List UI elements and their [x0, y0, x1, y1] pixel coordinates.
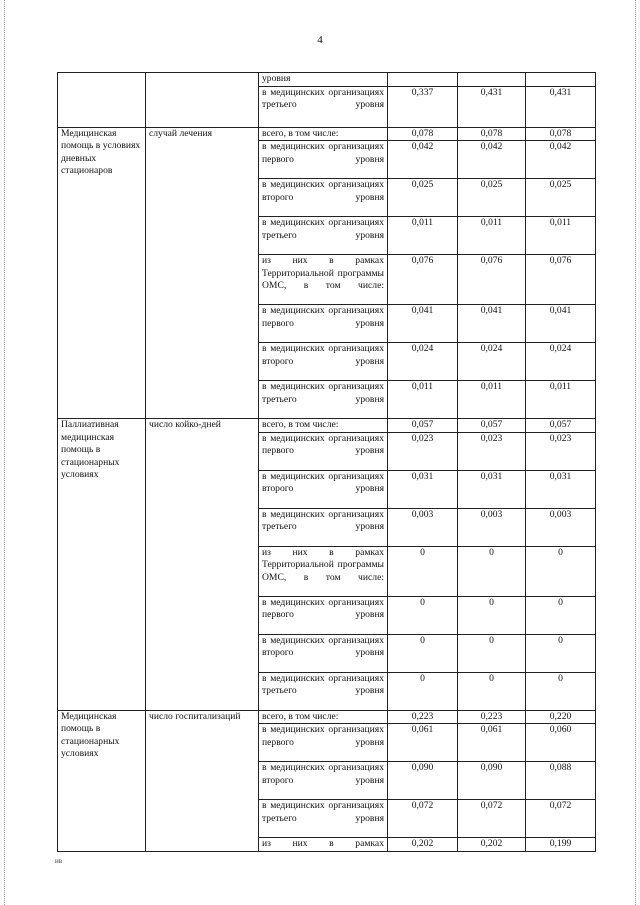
value-cell: 0,072 [388, 800, 458, 838]
value-cell: 0,011 [526, 381, 596, 419]
row-label: из них в рамках [259, 838, 388, 852]
row-label: в медицинских организациях второго уровня [259, 470, 388, 508]
value-cell: 0,042 [458, 141, 526, 179]
value-cell: 0 [526, 546, 596, 596]
value-cell: 0,076 [526, 255, 596, 305]
value-cell: 0,088 [526, 762, 596, 800]
category-cell: Медицинская помощь в условиях дневных стационаров [58, 127, 146, 419]
row-label: всего, в том числе: [259, 127, 388, 141]
row-label: в медицинских организациях третьего уровня [259, 86, 388, 127]
value-cell: 0,003 [388, 508, 458, 546]
value-cell: 0,042 [526, 141, 596, 179]
value-cell: 0,078 [526, 127, 596, 141]
row-label: в медицинских организациях второго уровня [259, 343, 388, 381]
value-cell: 0,025 [458, 179, 526, 217]
value-cell: 0,011 [458, 217, 526, 255]
row-label: всего, в том числе: [259, 419, 388, 433]
value-cell: 0,060 [526, 724, 596, 762]
value-cell: 0 [388, 546, 458, 596]
scan-edge-left [4, 0, 6, 905]
value-cell: 0,025 [388, 179, 458, 217]
value-cell: 0,024 [526, 343, 596, 381]
row-label: в медицинских организациях первого уровня [259, 141, 388, 179]
value-cell: 0,042 [388, 141, 458, 179]
indicators-table [57, 72, 596, 852]
row-label: в медицинских организациях первого уровня [259, 724, 388, 762]
value-cell: 0,031 [388, 470, 458, 508]
value-cell: 0,023 [526, 432, 596, 470]
row-label: в медицинских организациях первого уровня [259, 432, 388, 470]
value-cell: 0 [526, 596, 596, 634]
table-row [58, 419, 596, 433]
category-cell [58, 73, 146, 128]
value-cell: 0,202 [458, 838, 526, 852]
value-cell: 0,011 [388, 381, 458, 419]
table-row [58, 73, 596, 87]
value-cell: 0,220 [526, 710, 596, 724]
value-cell: 0,024 [458, 343, 526, 381]
row-label: в медицинских организациях третьего уровня [259, 508, 388, 546]
value-cell: 0,202 [388, 838, 458, 852]
value-cell: 0 [526, 672, 596, 710]
value-cell: 0,072 [458, 800, 526, 838]
value-cell: 0 [458, 634, 526, 672]
row-label: уровня [259, 73, 388, 87]
value-cell: 0,431 [526, 86, 596, 127]
page-number: 4 [317, 34, 323, 46]
value-cell: 0 [388, 634, 458, 672]
value-cell: 0,057 [526, 419, 596, 433]
unit-cell [146, 73, 259, 128]
row-label: из них в рамках Территориальной программы ОМС, в том числе: [259, 546, 388, 596]
value-cell: 0,199 [526, 838, 596, 852]
row-label: всего, в том числе: [259, 710, 388, 724]
value-cell: 0,076 [388, 255, 458, 305]
value-cell: 0,090 [388, 762, 458, 800]
value-cell: 0 [458, 546, 526, 596]
value-cell: 0,025 [526, 179, 596, 217]
scan-edge-right [635, 0, 637, 905]
value-cell [458, 73, 526, 87]
unit-cell: случай лечения [146, 127, 259, 419]
row-label: в медицинских организациях третьего уровня [259, 672, 388, 710]
value-cell: 0,223 [458, 710, 526, 724]
value-cell: 0,011 [526, 217, 596, 255]
value-cell: 0,041 [388, 305, 458, 343]
value-cell: 0,057 [388, 419, 458, 433]
table-row [58, 710, 596, 724]
value-cell: 0,431 [458, 86, 526, 127]
value-cell: 0,061 [388, 724, 458, 762]
value-cell: 0,337 [388, 86, 458, 127]
row-label: в медицинских организациях третьего уровня [259, 800, 388, 838]
row-label: в медицинских организациях первого уровня [259, 305, 388, 343]
value-cell: 0,072 [526, 800, 596, 838]
row-label: в медицинских организациях третьего уровня [259, 217, 388, 255]
value-cell: 0,011 [458, 381, 526, 419]
value-cell: 0,003 [526, 508, 596, 546]
value-cell: 0,223 [388, 710, 458, 724]
unit-cell: число койко-дней [146, 419, 259, 711]
row-label: в медицинских организациях первого уровня [259, 596, 388, 634]
value-cell: 0,078 [388, 127, 458, 141]
value-cell: 0,011 [388, 217, 458, 255]
value-cell: 0,031 [526, 470, 596, 508]
value-cell: 0,023 [458, 432, 526, 470]
row-label: из них в рамках Территориальной программы ОМС, в том числе: [259, 255, 388, 305]
table-row [58, 127, 596, 141]
value-cell [526, 73, 596, 87]
value-cell: 0 [388, 596, 458, 634]
unit-cell: число госпитализаций [146, 710, 259, 851]
value-cell: 0,078 [458, 127, 526, 141]
value-cell: 0,031 [458, 470, 526, 508]
value-cell: 0 [458, 672, 526, 710]
category-cell: Медицинская помощь в стационарных условиях [58, 710, 146, 851]
value-cell: 0,061 [458, 724, 526, 762]
footer-mark: нв [55, 857, 63, 865]
value-cell: 0,057 [458, 419, 526, 433]
value-cell: 0,090 [458, 762, 526, 800]
row-label: в медицинских организациях второго уровня [259, 179, 388, 217]
value-cell: 0 [526, 634, 596, 672]
value-cell: 0,023 [388, 432, 458, 470]
value-cell [388, 73, 458, 87]
value-cell: 0,076 [458, 255, 526, 305]
category-cell: Паллиативная медицинская помощь в стационарных условиях [58, 419, 146, 711]
value-cell: 0,024 [388, 343, 458, 381]
row-label: в медицинских организациях второго уровня [259, 762, 388, 800]
value-cell: 0 [388, 672, 458, 710]
value-cell: 0,041 [526, 305, 596, 343]
value-cell: 0,003 [458, 508, 526, 546]
value-cell: 0 [458, 596, 526, 634]
row-label: в медицинских организациях второго уровня [259, 634, 388, 672]
row-label: в медицинских организациях третьего уровня [259, 381, 388, 419]
value-cell: 0,041 [458, 305, 526, 343]
